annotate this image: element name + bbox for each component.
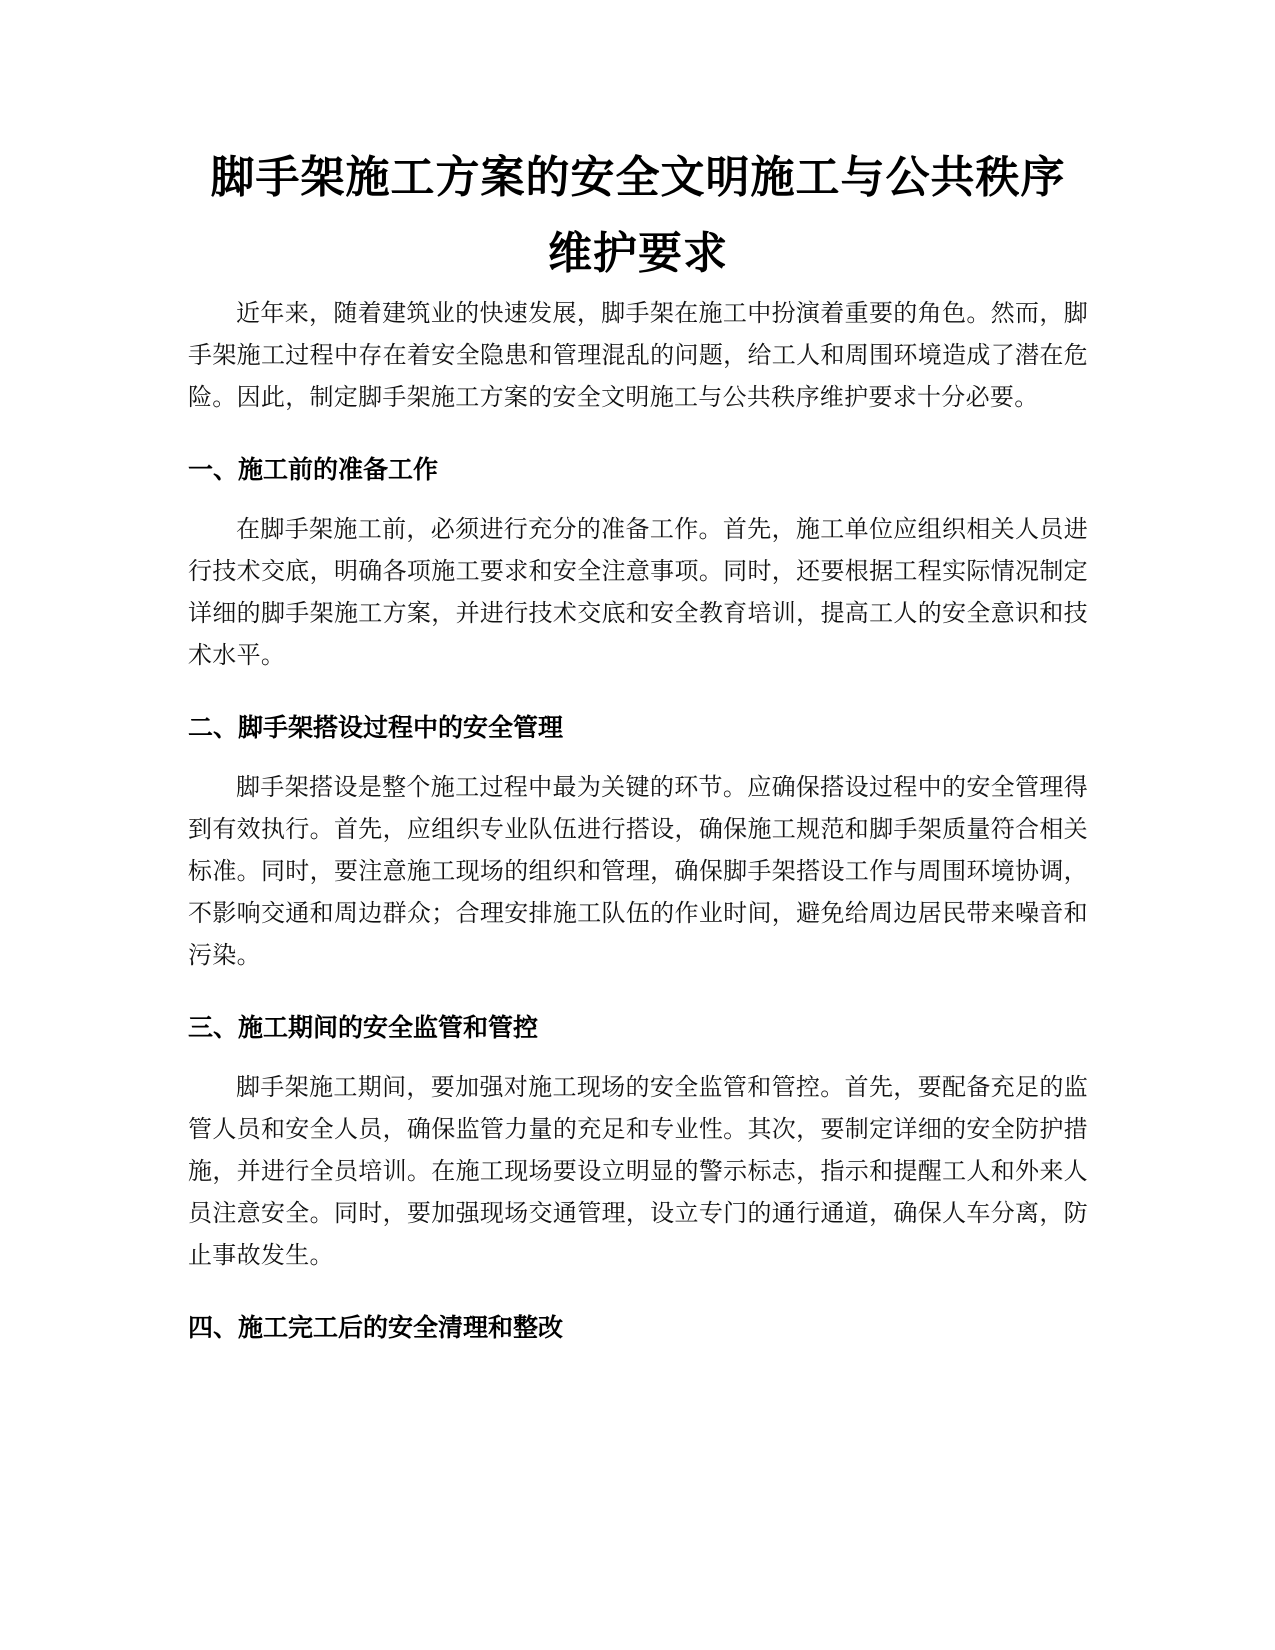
document-title-line-2: 维护要求 [548, 228, 728, 279]
section-heading-3: 三、施工期间的安全监管和管控 [188, 1013, 539, 1042]
section-heading-4: 四、施工完工后的安全清理和整改 [188, 1313, 564, 1342]
section-body-3: 脚手架施工期间，要加强对施工现场的安全监管和管控。首先，要配备充足的监管人员和安全人员，确保监管力量的充足和专业性。其次，要制定详细的安全防护措施，并进行全员培训。在施工现场要设立明显的警示标志，指示和提醒工人和外来人员注意安全。同时，要加强现场交通管理，设立专门的通行通道，确保人车分离，防止事故发生。 [188, 1073, 1088, 1269]
document-title [188, 140, 1088, 292]
intro-paragraph: 近年来，随着建筑业的快速发展，脚手架在施工中扮演着重要的角色。然而，脚手架施工过程中存在着安全隐患和管理混乱的问题，给工人和周围环境造成了潜在危险。因此，制定脚手架施工方案的安全文明施工与公共秩序维护要求十分必要。 [188, 299, 1088, 411]
section-body-2: 脚手架搭设是整个施工过程中最为关键的环节。应确保搭设过程中的安全管理得到有效执行。首先，应组织专业队伍进行搭设，确保施工规范和脚手架质量符合相关标准。同时，要注意施工现场的组织和管理，确保脚手架搭设工作与周围环境协调，不影响交通和周边群众；合理安排施工队伍的作业时间，避免给周边居民带来噪音和污染。 [188, 773, 1088, 969]
document-page [188, 140, 1088, 1366]
section-heading-2: 二、脚手架搭设过程中的安全管理 [188, 713, 564, 742]
section-body-1: 在脚手架施工前，必须进行充分的准备工作。首先，施工单位应组织相关人员进行技术交底，明确各项施工要求和安全注意事项。同时，还要根据工程实际情况制定详细的脚手架施工方案，并进行技术交底和安全教育培训，提高工人的安全意识和技术水平。 [188, 515, 1088, 669]
document-title-line-1: 脚手架施工方案的安全文明施工与公共秩序 [210, 152, 1066, 203]
section-heading-1: 一、施工前的准备工作 [188, 455, 439, 484]
